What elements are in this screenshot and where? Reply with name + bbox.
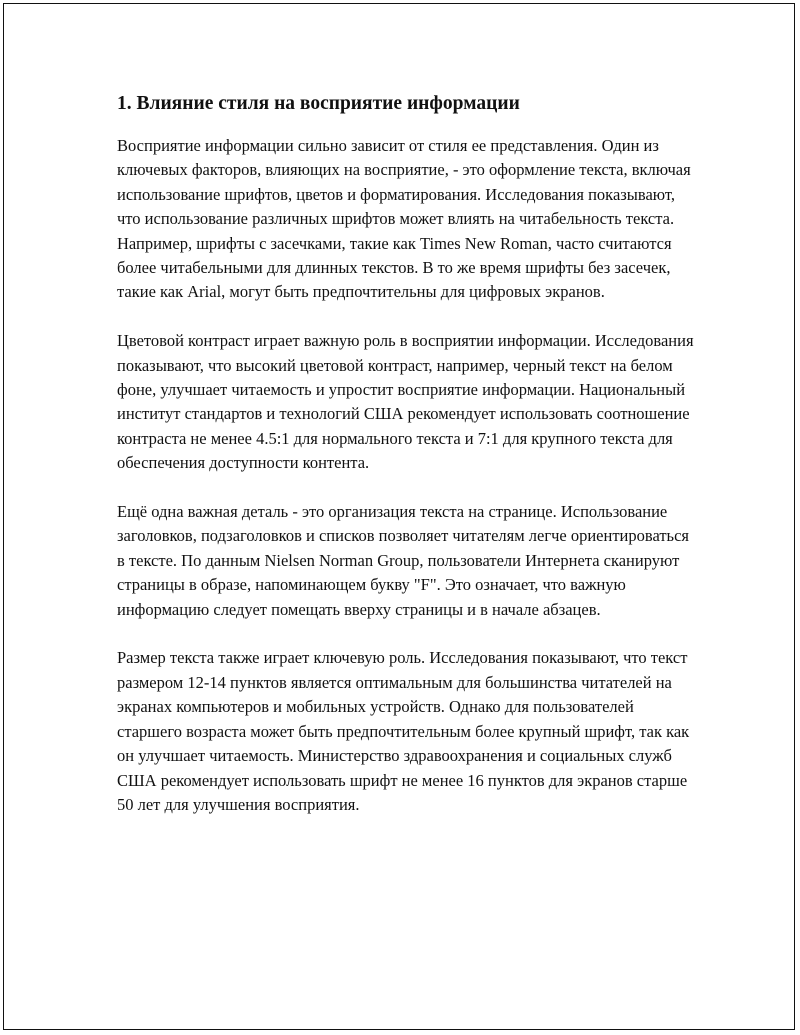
paragraph-text-size: Размер текста также играет ключевую роль. Исследования показывают, что текст размером 12-14 пунктов является оптимальным для большинства читателей на экранах компьютеров и мобильных устройств. Однако для пользователей старшего возраста может быть предпочтительным более крупный шрифт, так как он улучшает читаемость. Министерство здравоохранения и социальных служб США рекомендует использовать шрифт не менее 16 пунктов для экранов старше 50 лет для улучшения восприятия. [117, 648, 690, 814]
paragraph-text-organization: Ещё одна важная деталь - это организация текста на странице. Использование заголовков, подзаголовков и списков позволяет читателям легче ориентироваться в тексте. По данным Nielsen Norman Group, пользователи Интернета сканируют страницы в образе, напоминающем букву "F". Это означает, что важную информацию следует помещать вверху страницы и в начале абзацев. [117, 502, 689, 619]
paragraph-color-contrast: Цветовой контраст играет важную роль в восприятии информации. Исследования показывают, что высокий цветовой контраст, например, черный текст на белом фоне, улучшает читаемость и упростит восприятие информации. Национальный институт стандартов и технологий США рекомендует использовать соотношение контраста не менее 4.5:1 для нормального текста и 7:1 для крупного текста для обеспечения доступности контента. [117, 331, 694, 473]
document-body [117, 90, 697, 842]
paragraph-style-and-fonts: Восприятие информации сильно зависит от стиля ее представления. Один из ключевых факторов, влияющих на восприятие, - это оформление текста, включая использование шрифтов, цветов и форматирования. Исследования показывают, что использование различных шрифтов может влиять на читабельность текста. Например, шрифты с засечками, такие как Times New Roman, часто считаются более читабельными для длинных текстов. В то же время шрифты без засечек, такие как Arial, могут быть предпочтительны для цифровых экранов. [117, 136, 691, 302]
section-title: 1. Влияние стиля на восприятие информации [117, 93, 520, 114]
